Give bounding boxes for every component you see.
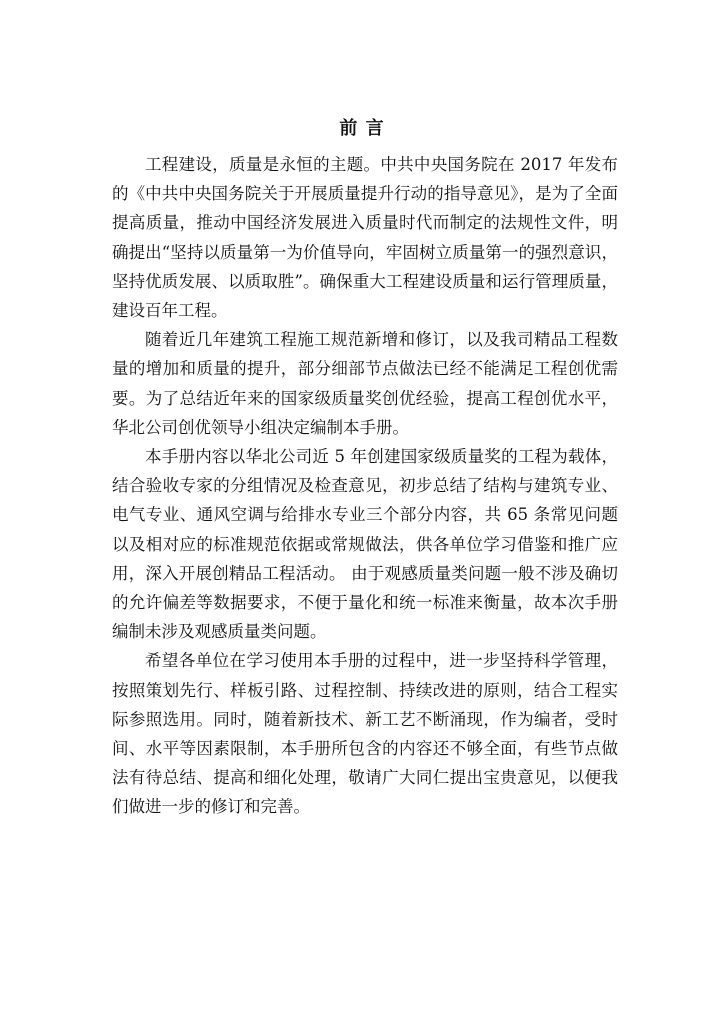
- paragraph-1: 工程建设，质量是永恒的主题。中共中央国务院在 2017 年发布的《中共中央国务院关于开展质量提升行动的指导意见》，是为了全面提高质量，推动中国经济发展进入质量时代而制定的法规性文件，明确提出“坚持以质量第一为价值导向，牢固树立质量第一的强烈意识，坚持优质发展、以质取胜”。确保重大工程建设质量和运行管理质量，建设百年工程。: [112, 155, 618, 321]
- paragraph-4: 希望各单位在学习使用本手册的过程中，进一步坚持科学管理，按照策划先行、样板引路、过程控制、持续改进的原则，结合工程实际参照选用。同时，随着新技术、新工艺不断涌现，作为编者，受时间、水平等因素限制，本手册所包含的内容还不够全面，有些节点做法有待总结、提高和细化处理，敬请广大同仁提出宝贵意见，以便我们做进一步的修订和完善。: [112, 651, 618, 817]
- paragraph-3: 本手册内容以华北公司近 5 年创建国家级质量奖的工程为载体，结合验收专家的分组情况及检查意见，初步总结了结构与建筑专业、电气专业、通风空调与给排水专业三个部分内容，共 65 条常见问题以及相对应的标准规范依据或常规做法，供各单位学习借鉴和推广应用，深入开展创精品工程活动。 由于观感质量类问题一般不涉及确切的允许偏差等数据要求，不便于量化和统一标准来衡量，故本次手册编制未涉及观感质量类问题。: [112, 447, 618, 642]
- body-text: [112, 150, 618, 822]
- paragraph-2: 随着近几年建筑工程施工规范新增和修订，以及我司精品工程数量的增加和质量的提升，部分细部节点做法已经不能满足工程创优需要。为了总结近年来的国家级质量奖创优经验，提高工程创优水平，华北公司创优领导小组决定编制本手册。: [112, 330, 618, 437]
- page-title: 前 言: [339, 118, 385, 139]
